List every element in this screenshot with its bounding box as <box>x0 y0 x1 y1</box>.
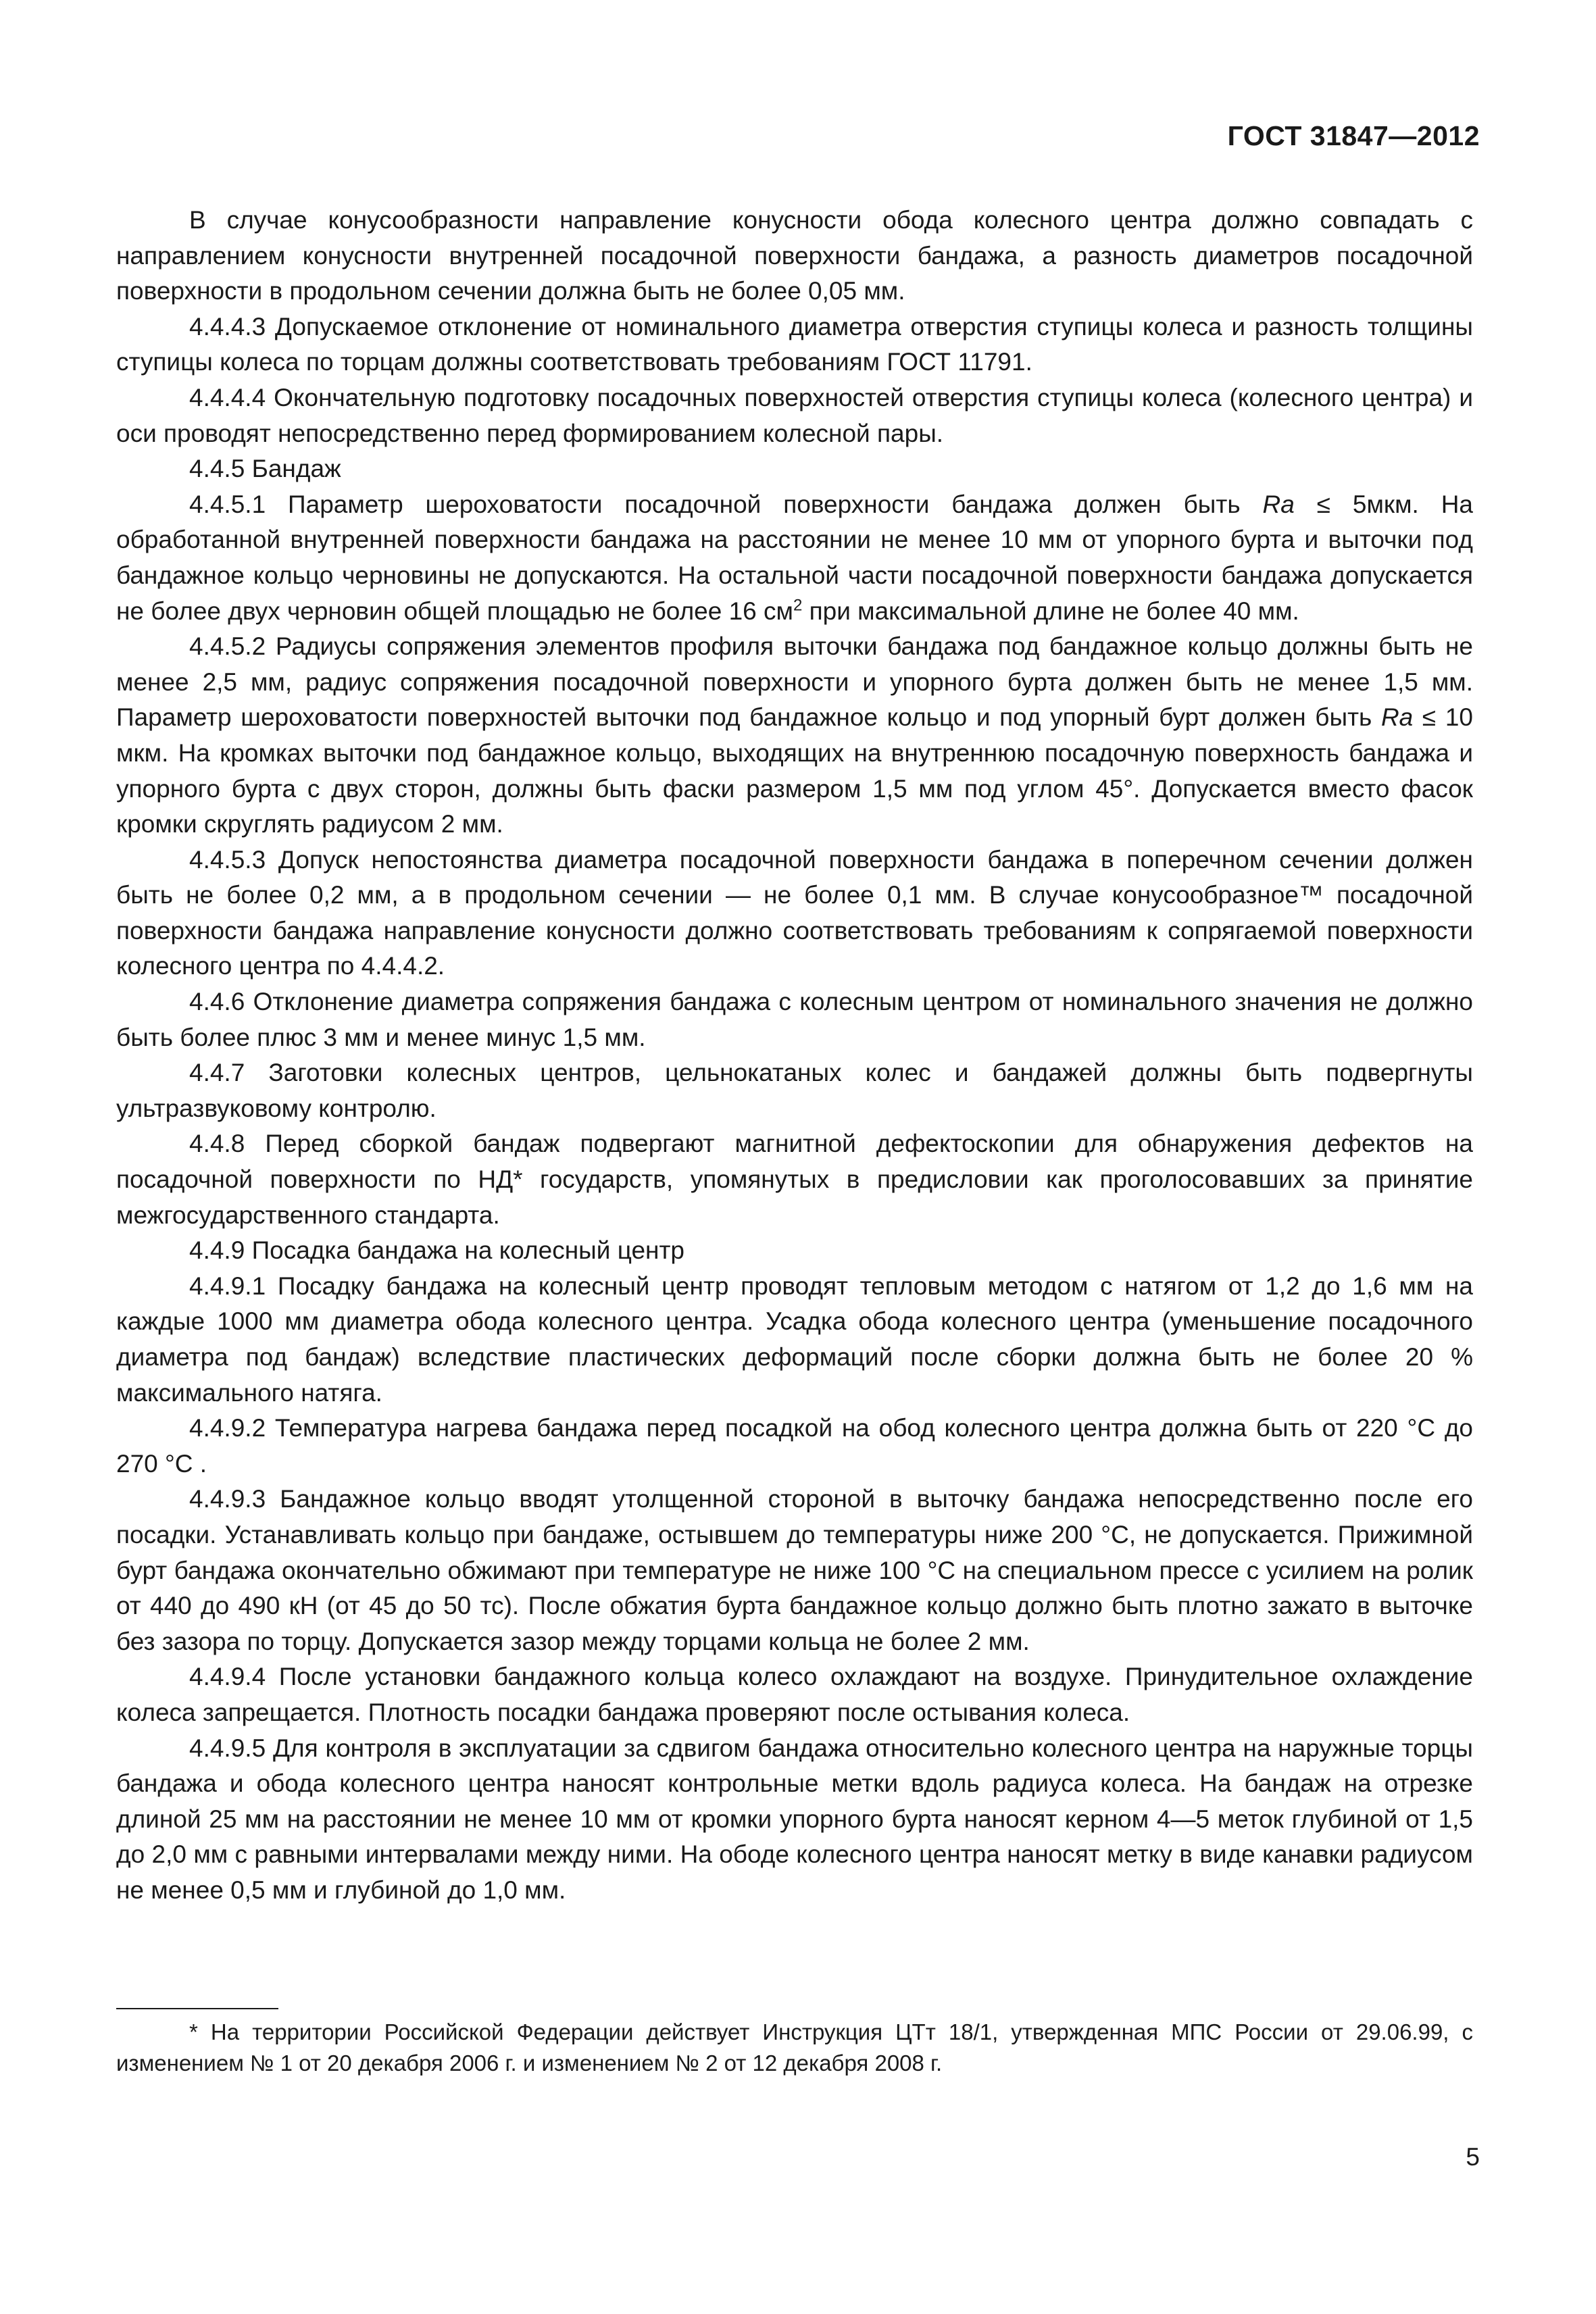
paragraph-4-4-8: 4.4.8 Перед сборкой бандаж подвергают магнитной дефектоскопии для обнаружения дефектов на посадочной поверхности по НД* государств, упомянутых в предисловии как проголосовавших за принятие межгосударственного стандарта. <box>116 1130 1473 1229</box>
paragraph-4-4-4-3: 4.4.4.3 Допускаемое отклонение от номинального диаметра отверстия ступицы колеса и разность толщины ступицы колеса по торцам должны соответствовать требованиям ГОСТ 11791. <box>116 312 1473 376</box>
standard-header: ГОСТ 31847—2012 <box>1227 120 1480 151</box>
roughness-symbol: Ra <box>1262 490 1295 518</box>
text-fragment: ≤ 10 мкм. На кромках выточки под бандажное кольцо, выходящих на внутреннюю посадочную поверхность бандажа и упорного бурта с двух сторон, должны быть фаски размером 1,5 мм под углом 45°. Допускается вместо фасок кромки скруглять радиусом 2 мм. <box>116 703 1473 838</box>
paragraph-4-4-9-4: 4.4.9.4 После установки бандажного кольца колесо охлаждают на воздухе. Принудительное охлаждение колеса запрещается. Плотность посадки бандажа проверяют после остывания колеса. <box>116 1663 1473 1726</box>
paragraph-conicity: В случае конусообразности направление конусности обода колесного центра должно совпадать с направлением конусности внутренней посадочной поверхности бандажа, а разность диаметров посадочной поверхности в продольном сечении должна быть не более 0,05 мм. <box>116 206 1473 305</box>
roughness-symbol: Ra <box>1380 703 1414 732</box>
page-number: 5 <box>1466 2143 1480 2171</box>
body-text <box>116 203 1473 1909</box>
paragraph-4-4-9: 4.4.9 Посадка бандажа на колесный центр <box>189 1236 685 1265</box>
paragraph-4-4-5-3: 4.4.5.3 Допуск непостоянства диаметра посадочной поверхности бандажа в поперечном сечении должен быть не более 0,2 мм, а в продольном сечении — не более 0,1 мм. В случае конусообразное™ посадочной поверхности бандажа направление конусности должно соответствовать требованиям к сопрягаемой поверхности колесного центра по 4.4.4.2. <box>116 845 1473 980</box>
footnote-text: * На территории Российской Федерации действует Инструкция ЦТт 18/1, утвержденная МПС России от 29.06.99, с изменением № 1 от 20 декабря 2006 г. и изменением № 2 от 12 декабря 2008 г. <box>116 2019 1473 2076</box>
text-fragment: при максимальной длине не более 40 мм. <box>802 597 1299 625</box>
paragraph-4-4-5-2 <box>116 629 1473 842</box>
text-fragment: 4.4.5.1 Параметр шероховатости посадочной поверхности бандажа должен быть <box>189 490 1263 518</box>
paragraph-4-4-7: 4.4.7 Заготовки колесных центров, цельнокатаных колес и бандажей должны быть подвергнуты ультразвуковому контролю. <box>116 1059 1473 1122</box>
text-fragment: 4.4.5.2 Радиусы сопряжения элементов профиля выточки бандажа под бандажное кольцо должны быть не менее 2,5 мм, радиус сопряжения посадочной поверхности и упорного бурта должен быть не менее 1,5 мм. Параметр шероховатости поверхностей выточки под бандажное кольцо и под упорный бурт должен быть <box>116 632 1473 732</box>
footnote <box>116 2017 1473 2079</box>
paragraph-4-4-9-1: 4.4.9.1 Посадку бандажа на колесный центр проводят тепловым методом с натягом от 1,2 до 1,6 мм на каждые 1000 мм диаметра обода колесного центра. Усадка обода колесного центра (уменьшение посадочного диаметра под бандаж) вследствие пластических деформаций после сборки должна быть не более 20 % максимального натяга. <box>116 1272 1473 1407</box>
paragraph-4-4-9-3: 4.4.9.3 Бандажное кольцо вводят утолщенной стороной в выточку бандажа непосредственно после его посадки. Устанавливать кольцо при бандаже, остывшем до температуры ниже 200 °С, не допускается. Прижимной бурт бандажа окончательно обжимают при температуре не ниже 100 °С на специальном прессе с усилием на ролик от 440 до 490 кН (от 45 до 50 тс). После обжатия бурта бандажное кольцо должно быть плотно зажато в выточке без зазора по торцу. Допускается зазор между торцами кольца не более 2 мм. <box>116 1485 1473 1655</box>
paragraph-4-4-9-5: 4.4.9.5 Для контроля в эксплуатации за сдвигом бандажа относительно колесного центра на наружные торцы бандажа и обода колесного центра наносят контрольные метки вдоль радиуса колеса. На бандаж на отрезке длиной 25 мм на расстоянии не менее 10 мм от кромки упорного бурта наносят керном 4—5 меток глубиной от 1,5 до 2,0 мм с равными интервалами между ними. На ободе колесного центра наносят метку в виде канавки радиусом не менее 0,5 мм и глубиной до 1,0 мм. <box>116 1734 1473 1904</box>
text-fragment: ≤ 5мкм. На обработанной внутренней поверхности бандажа на расстоянии не менее 10 мм от упорного бурта и выточки под бандажное кольцо черновины не допускаются. На остальной части посадочной поверхности бандажа допускается не более двух черновин общей площадью не более 16 см <box>116 490 1473 625</box>
paragraph-4-4-4-4: 4.4.4.4 Окончательную подготовку посадочных поверхностей отверстия ступицы колеса (колесного центра) и оси проводят непосредственно перед формированием колесной пары. <box>116 383 1473 447</box>
paragraph-4-4-6: 4.4.6 Отклонение диаметра сопряжения бандажа с колесным центром от номинального значения не должно быть более плюс 3 мм и менее минус 1,5 мм. <box>116 988 1473 1051</box>
footnote-divider <box>116 2008 278 2009</box>
paragraph-4-4-9-2: 4.4.9.2 Температура нагрева бандажа перед посадкой на обод колесного центра должна быть от 220 °С до 270 °С . <box>116 1414 1473 1478</box>
paragraph-4-4-5: 4.4.5 Бандаж <box>189 455 341 483</box>
superscript: 2 <box>793 596 803 615</box>
paragraph-4-4-5-1 <box>116 487 1473 629</box>
